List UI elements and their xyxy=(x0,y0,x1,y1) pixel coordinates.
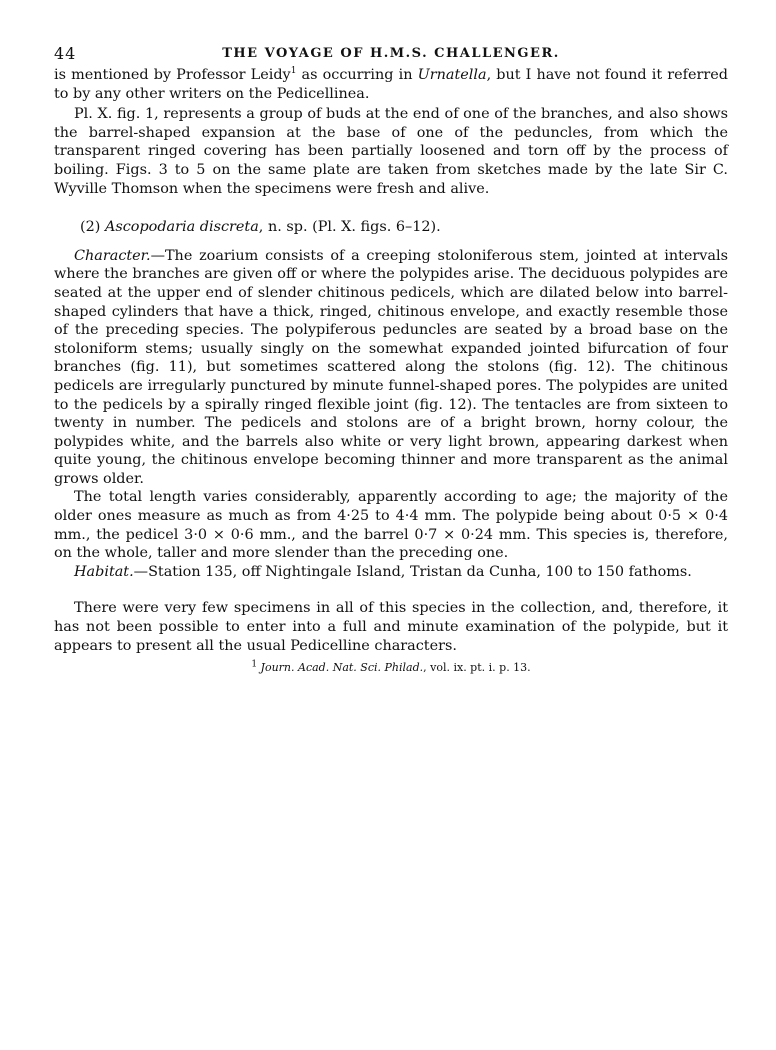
character-text: —The zoarium consists of a creeping stoloniferous stem, jointed at intervals where the branches are given off or where the polypides arise. The deciduous polypides are seated at the upper end of slender chitinous pedicels, which are dilated below into barrel-shaped cylinders that have a thick, ringed, chitinous envelope, and exactly resemble those of the preceding species. The polypiferous peduncles are seated by a broad base on the stoloniform stems; usually singly on the somewhat expanded jointed bifurcation of four branches (fig. 11), but sometimes scattered along the stolons (fig. 12). The chitinous pedicels are irregularly punctured by minute funnel-shaped pores. The polypides are united to the pedicels by a spirally ringed flexible joint (fig. 12). The tentacles are from sixteen to twenty in number. The pedicels and stolons are of a bright brown, horny colour, the polypides white, and the barrels also white or very light brown, appearing darkest when quite young, the chitinous envelope becoming thinner and more transparent as the animal grows older. xyxy=(54,247,728,487)
species-name: Ascopodaria discreta xyxy=(104,219,259,236)
paragraph-leidy xyxy=(54,66,728,103)
habitat-text: —Station 135, off Nightingale Island, Tristan da Cunha, 100 to 150 fathoms. xyxy=(133,563,692,580)
page xyxy=(54,40,728,675)
paragraph-plate-description: Pl. X. fig. 1, represents a group of buds at the end of one of the branches, and also shows the barrel-shaped expansion at the base of one of the peduncles, from which the transparent ringed covering has been partially loosened and torn off by the process of boiling. Figs. 3 to 5 on the same plate are taken from sketches made by the late Sir C. Wyville Thomson when the specimens were fresh and alive. xyxy=(54,106,728,197)
footnote-journal: Journ. Acad. Nat. Sci. Philad. xyxy=(257,661,424,675)
species-heading-rest: , n. sp. (Pl. X. figs. 6–12). xyxy=(258,219,441,236)
leidy-text-end: , but I have not found it referred to by any other writers on the Pedicellinea. xyxy=(54,67,728,102)
genus-urnatella: Urnatella xyxy=(417,67,487,83)
footnote-reference: 1 xyxy=(290,66,297,77)
leidy-text-middle: as occurring in xyxy=(296,67,418,83)
footnote-marker: 1 xyxy=(251,659,258,670)
habitat-label: Habitat. xyxy=(74,563,134,580)
species-number: (2) xyxy=(80,219,105,236)
paragraph-total-length: The total length varies considerably, apparently according to age; the majority of the older ones measure as much as from 4·25 to 4·4 mm. The polypide being about 0·5 × 0·4 mm., the pedicel 3·0 × 0·6 mm., and the barrel 0·7 × 0·24 mm. This species is, therefore, on the whole, taller and more slender than the preceding one. xyxy=(54,489,728,562)
page-number: 44 xyxy=(54,44,77,63)
paragraph-closing: There were very few specimens in all of this species in the collection, and, therefore, it has not been possible to enter into a full and minute examination of the polypide, but it appears to present all the usual Pedicelline characters. xyxy=(54,600,728,654)
footnote-reference-text: , vol. ix. pt. i. p. 13. xyxy=(423,661,531,675)
paragraph-character xyxy=(54,247,728,489)
character-label: Character. xyxy=(74,247,151,264)
leidy-text-start: is mentioned by Professor Leidy xyxy=(54,67,291,83)
page-header xyxy=(54,40,728,66)
footnote xyxy=(54,661,728,675)
running-title: THE VOYAGE OF H.M.S. CHALLENGER. xyxy=(222,46,560,61)
species-heading xyxy=(54,218,728,237)
paragraph-habitat xyxy=(54,563,728,582)
